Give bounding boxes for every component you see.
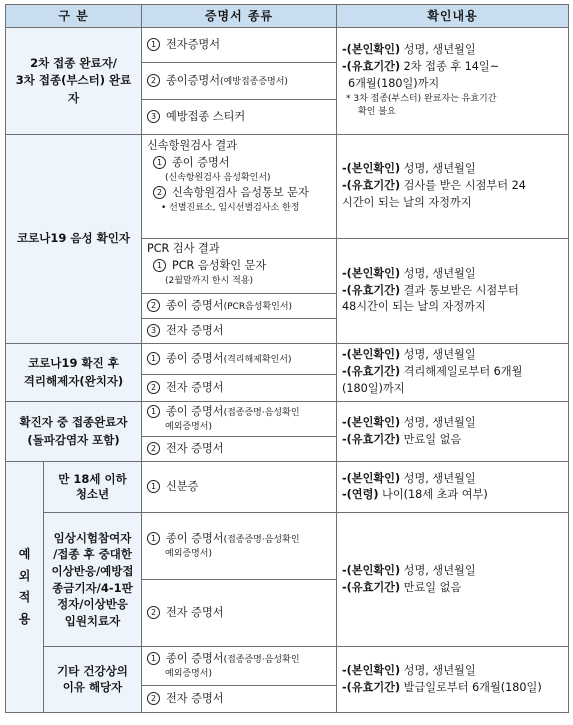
cert-label: 전자 증명서 — [166, 323, 224, 337]
cert-cell — [142, 28, 337, 63]
circled-number: 3 — [147, 110, 160, 123]
check-key: -(유효기간) — [342, 60, 401, 74]
subcategory-line: /접종 후 중대한 — [53, 547, 132, 562]
check-text: 48시간이 되는 날의 자정까지 — [342, 300, 486, 314]
check-text: 나이(18세 초과 여부) — [378, 488, 488, 502]
circled-number: 2 — [147, 74, 160, 87]
circled-number: 1 — [153, 259, 166, 272]
check-text: 시간이 되는 날의 자정까지 — [342, 195, 472, 209]
header-certificate: 증명서 종류 — [142, 5, 337, 28]
cert-cell — [142, 462, 337, 513]
check-text: 격리해제일로부터 6개월 — [400, 365, 523, 379]
cert-label: 전자 증명서 — [166, 605, 224, 619]
check-note: * 3차 접종(부스터) 완료자는 유효기간 — [346, 93, 497, 104]
cert-cell — [142, 513, 337, 580]
category-line: 격리해제자(완치자) — [23, 373, 124, 388]
cert-label: 전자 증명서 — [166, 691, 224, 705]
table-row — [6, 28, 569, 63]
check-text: (180일)까지 — [342, 381, 405, 395]
circled-number: 1 — [147, 352, 160, 365]
circled-number: 2 — [147, 442, 160, 455]
circled-number: 3 — [147, 324, 160, 337]
cert-label-sub: (접종증명·음성확인 — [223, 535, 300, 546]
cert-label-sub: (예방접종증명서) — [220, 76, 288, 87]
check-text: 결과 통보받은 시점부터 — [400, 283, 519, 297]
category-exception — [6, 462, 44, 713]
cert-cell — [142, 647, 337, 686]
cert-label-sub: (접종증명·음성확인 — [223, 655, 300, 666]
check-key: -(본인확인) — [342, 43, 401, 57]
cert-note: • 선별진료소, 임시선별검사소 한정 — [161, 202, 300, 213]
check-key: -(본인확인) — [342, 664, 401, 677]
subcategory-line: 입원치료자 — [64, 614, 121, 629]
cert-label-sub: (격리해제확인서) — [223, 354, 292, 365]
check-cell — [337, 513, 569, 647]
cert-cell — [142, 437, 337, 462]
cert-cell — [142, 375, 337, 402]
cert-label-sub: (PCR음성확인서) — [223, 301, 293, 312]
circled-number: 2 — [147, 299, 160, 312]
check-text: 검사를 받은 시점부터 24 — [400, 179, 526, 193]
subcategory-line: 이유 해당자 — [62, 679, 123, 694]
circled-number: 2 — [147, 692, 160, 705]
cert-label: PCR 음성확인 문자 — [172, 258, 267, 272]
circled-number: 1 — [147, 38, 160, 51]
cert-cell — [142, 686, 337, 713]
circled-number: 1 — [147, 480, 160, 493]
check-text: 만료일 없음 — [400, 580, 462, 594]
check-text: 성명, 생년월일 — [400, 564, 476, 577]
category-negative: 코로나19 음성 확인자 — [6, 135, 142, 344]
cert-label: 전자증명서 — [166, 37, 221, 51]
cert-label: 전자 증명서 — [166, 380, 224, 394]
circled-number: 1 — [147, 405, 160, 418]
circled-number: 2 — [147, 606, 160, 619]
cert-label: 종이 증명서 — [172, 155, 230, 169]
certificate-table — [5, 4, 569, 713]
cert-label-sub: 예외증명서) — [165, 421, 212, 432]
header-row — [6, 5, 569, 28]
category-line: 확진자 중 접종완료자 — [19, 415, 128, 430]
check-cell — [337, 344, 569, 402]
category-breakthrough — [6, 402, 142, 462]
cert-label-sub: 예외증명서) — [165, 668, 212, 679]
cert-label: 종이 증명서 — [166, 405, 224, 418]
check-text: 성명, 생년월일 — [400, 471, 476, 485]
circled-number: 2 — [147, 381, 160, 394]
subcategory-health — [44, 647, 142, 713]
check-cell — [337, 239, 569, 344]
header-category: 구 분 — [6, 5, 142, 28]
cert-label: 종이 증명서 — [166, 298, 224, 312]
cert-label: 신분증 — [166, 479, 199, 493]
table-row — [6, 344, 569, 375]
check-cell — [337, 462, 569, 513]
cert-title: PCR 검사 결과 — [147, 242, 220, 255]
cert-label: 종이 증명서 — [166, 351, 224, 365]
table-row — [6, 135, 569, 239]
subcategory-line: 청소년 — [75, 487, 110, 502]
circled-number: 1 — [147, 652, 160, 665]
cert-cell — [142, 239, 337, 294]
cert-label-sub: (신속항원검사 음성확인서) — [165, 172, 271, 183]
check-note: 확인 불요 — [358, 107, 396, 118]
cert-cell — [142, 63, 337, 100]
cert-cell — [142, 580, 337, 647]
cert-label: 신속항원검사 음성통보 문자 — [172, 186, 309, 200]
check-text: 6개월(180일)까지 — [348, 76, 440, 90]
check-cell — [337, 28, 569, 135]
category-vaccinated — [6, 28, 142, 135]
cert-label-sub: (2월말까지 한시 적용) — [165, 275, 254, 286]
check-text: 성명, 생년월일 — [400, 415, 476, 429]
check-text: 발급일로부터 6개월(180일) — [400, 680, 542, 694]
check-key: -(본인확인) — [342, 266, 401, 280]
table-row — [6, 513, 569, 580]
check-key: -(연령) — [342, 488, 379, 502]
exception-char: 외 — [18, 568, 31, 583]
cert-label: 전자 증명서 — [166, 441, 224, 455]
check-key: -(본인확인) — [342, 348, 401, 362]
subcategory-line: 만 18세 이하 — [58, 471, 127, 486]
table-row — [6, 402, 569, 437]
check-text: 2차 접종 후 14일~ — [400, 60, 500, 74]
category-recovered — [6, 344, 142, 402]
exception-char: 용 — [18, 611, 31, 626]
check-text: 성명, 생년월일 — [400, 43, 476, 57]
cert-label-sub: 예외증명서) — [165, 548, 212, 559]
category-line: 2차 접종 완료자/ — [30, 56, 117, 71]
cert-cell — [142, 344, 337, 375]
check-cell — [337, 647, 569, 713]
check-key: -(유효기간) — [342, 365, 401, 379]
cert-cell — [142, 294, 337, 319]
cert-cell — [142, 319, 337, 344]
check-key: -(본인확인) — [342, 415, 401, 429]
check-cell — [337, 135, 569, 239]
check-text: 만료일 없음 — [400, 432, 462, 446]
circled-number: 2 — [153, 186, 166, 199]
table-row — [6, 647, 569, 686]
subcategory-line: 정자/이상반응 — [57, 597, 128, 612]
cert-label-sub: (접종증명·음성확인 — [223, 408, 300, 418]
cert-label: 종이 증명서 — [166, 652, 224, 666]
check-key: -(본인확인) — [342, 564, 401, 577]
subcategory-line: 종금기자/4-1판 — [52, 580, 133, 595]
header-check: 확인내용 — [337, 5, 569, 28]
check-key: -(유효기간) — [342, 179, 401, 193]
check-key: -(유효기간) — [342, 580, 401, 594]
exception-char: 적 — [18, 590, 31, 605]
check-text: 성명, 생년월일 — [400, 348, 476, 362]
cert-cell — [142, 402, 337, 437]
check-key: -(유효기간) — [342, 283, 401, 297]
cert-label: 종이 증명서 — [166, 532, 224, 546]
circled-number: 1 — [147, 532, 160, 545]
cert-title: 신속항원검사 결과 — [147, 139, 238, 152]
category-line: 코로나19 확진 후 — [28, 356, 119, 371]
subcategory-line: 기타 건강상의 — [57, 664, 128, 679]
check-cell — [337, 402, 569, 462]
cert-cell — [142, 100, 337, 135]
subcategory-minor — [44, 462, 142, 513]
check-text: 성명, 생년월일 — [400, 664, 476, 677]
check-key: -(본인확인) — [342, 162, 401, 176]
check-key: -(유효기간) — [342, 680, 401, 694]
table-row — [6, 462, 569, 513]
subcategory-line: 임상시험참여자 — [53, 530, 132, 545]
category-line: 3차 접종(부스터) 완료자 — [15, 73, 132, 105]
subcategory-medical — [44, 513, 142, 647]
check-key: -(본인확인) — [342, 471, 401, 485]
cert-cell — [142, 135, 337, 239]
cert-label: 종이증명서 — [166, 73, 221, 87]
check-key: -(유효기간) — [342, 432, 401, 446]
cert-label: 예방접종 스티커 — [166, 109, 246, 123]
category-line: (돌파감염자 포함) — [27, 432, 120, 447]
check-text: 성명, 생년월일 — [400, 162, 476, 176]
exception-char: 예 — [18, 547, 31, 562]
subcategory-line: 이상반응/예방접 — [51, 564, 134, 579]
circled-number: 1 — [153, 156, 166, 169]
check-text: 성명, 생년월일 — [400, 266, 476, 280]
